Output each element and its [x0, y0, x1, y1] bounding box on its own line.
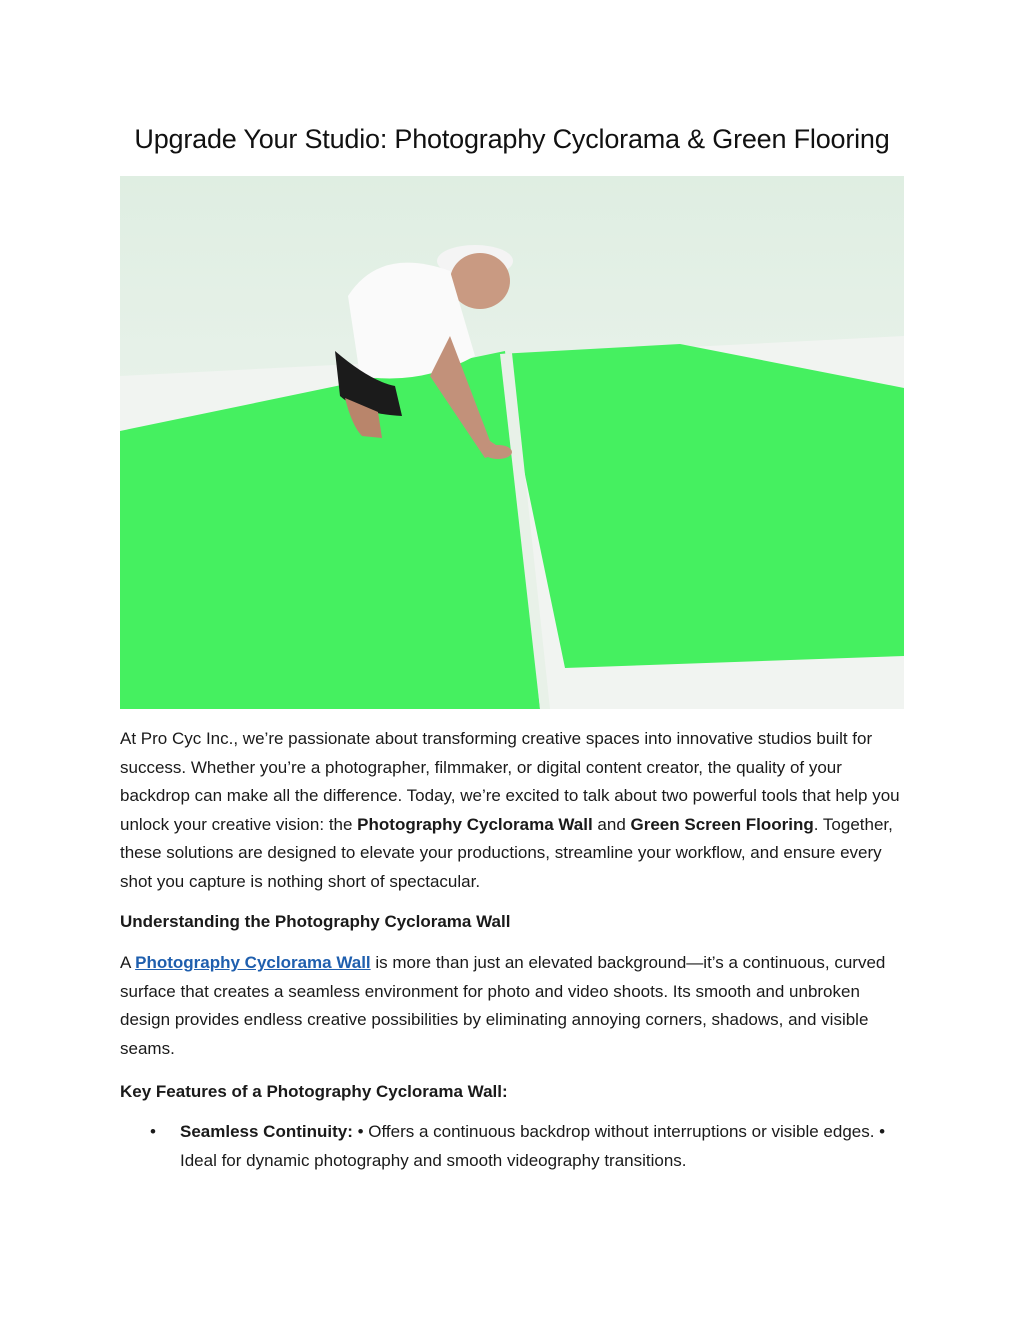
- section1-lead: A: [120, 953, 136, 972]
- hero-image: [120, 176, 904, 709]
- bullet-icon: •: [150, 1122, 156, 1141]
- intro-bold-cyclorama: Photography Cyclorama Wall: [357, 814, 593, 834]
- section-heading-understanding: Understanding the Photography Cyclorama Wall: [120, 912, 511, 931]
- page-title: Upgrade Your Studio: Photography Cyclorama & Green Flooring: [134, 124, 890, 154]
- intro-text-2: and: [592, 814, 631, 834]
- section1-rest: is more than just an elevated background—it’s a continuous, curved surface that creates a seamless environment for photo and video shoots. Its smooth and unbroken design provides endless creative possibilities by eliminating annoying corners, shadows, and visible seams.: [120, 953, 886, 1058]
- intro-bold-green-flooring: Green Screen Flooring: [630, 814, 814, 834]
- feature-text: • Offers a continuous backdrop without interruptions or visible edges. • Ideal for dynamic photography and smooth videography transitions.: [180, 1122, 886, 1170]
- feature-list: [150, 1118, 890, 1175]
- photography-cyclorama-wall-link[interactable]: Photography Cyclorama Wall: [135, 953, 371, 972]
- intro-text-1: At Pro Cyc Inc., we’re passionate about transforming creative spaces into innovative studios built for success. Whether you’re a photographer, filmmaker, or digital content creator, the quality of your backdrop can make all the difference. Today, we’re excited to talk about two powerful tools that help you unlock your creative vision: the: [120, 729, 900, 834]
- section-heading-key-features: Key Features of a Photography Cyclorama Wall:: [120, 1082, 508, 1101]
- intro-text-3: . Together, these solutions are designed to elevate your productions, streamline your workflow, and ensure every shot you capture is nothing short of spectacular.: [120, 814, 893, 891]
- feature-label: Seamless Continuity:: [180, 1122, 353, 1141]
- section1-paragraph: [120, 949, 910, 1063]
- list-item: [150, 1118, 890, 1175]
- intro-paragraph: [120, 725, 910, 897]
